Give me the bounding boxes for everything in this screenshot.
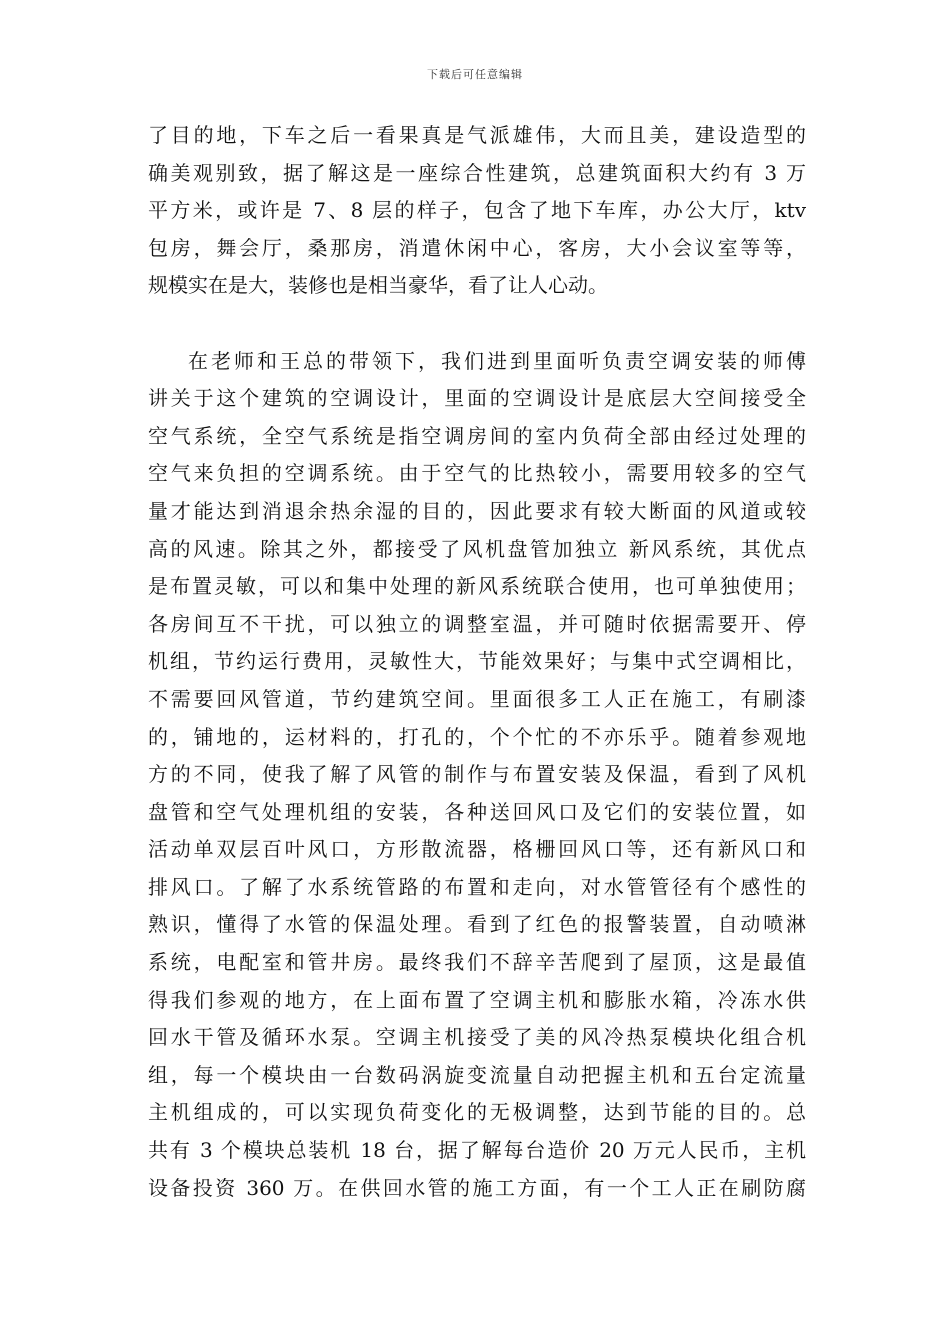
text-line: 机组，节约运行费用，灵敏性大，节能效果好；与集中式空调相比， <box>148 649 806 674</box>
text-line: 回水干管及循环水泵。空调主机接受了美的风冷热泵模块化组合机 <box>148 1025 806 1050</box>
page-header: 下载后可任意编辑 <box>427 68 523 81</box>
text-line: 平方米，或许是 7、8 层的样子，包含了地下车库，办公大厅，ktv <box>148 198 806 223</box>
text-line: 讲关于这个建筑的空调设计，里面的空调设计是底层大空间接受全 <box>148 386 806 411</box>
text-line: 活动单双层百叶风口，方形散流器，格栅回风口等，还有新风口和 <box>148 837 806 862</box>
text-line: 了目的地，下车之后一看果真是气派雄伟，大而且美，建设造型的 <box>148 123 806 147</box>
document-body <box>148 117 806 1207</box>
text-line: 在老师和王总的带领下，我们进到里面听负责空调安装的师傅 <box>188 348 806 373</box>
text-line: 的，铺地的，运材料的，打孔的，个个忙的不亦乐乎。随着参观地 <box>148 724 806 749</box>
text-line: 组，每一个模块由一台数码涡旋变流量自动把握主机和五台定流量 <box>148 1062 806 1087</box>
text-line: 空气来负担的空调系统。由于空气的比热较小，需要用较多的空气 <box>148 461 806 486</box>
text-line: 排风口。了解了水系统管路的布置和走向，对水管管径有个感性的 <box>148 874 806 899</box>
text-line: 主机组成的，可以实现负荷变化的无极调整，达到节能的目的。总 <box>148 1100 806 1125</box>
text-line: 设备投资 360 万。在供回水管的施工方面，有一个工人正在刷防腐 <box>148 1175 806 1200</box>
text-line: 盘管和空气处理机组的安装，各种送回风口及它们的安装位置，如 <box>148 799 806 824</box>
text-line: 空气系统，全空气系统是指空调房间的室内负荷全部由经过处理的 <box>148 423 806 448</box>
text-line: 得我们参观的地方，在上面布置了空调主机和膨胀水箱，冷冻水供 <box>148 987 806 1012</box>
text-line: 是布置灵敏，可以和集中处理的新风系统联合使用，也可单独使用； <box>148 574 806 599</box>
text-line: 各房间互不干扰，可以独立的调整室温，并可随时依据需要开、停 <box>148 611 806 636</box>
paragraph-gap <box>148 305 806 343</box>
text-line: 熟识，懂得了水管的保温处理。看到了红色的报警装置，自动喷淋 <box>148 912 806 937</box>
text-line: 不需要回风管道，节约建筑空间。里面很多工人正在施工，有刷漆 <box>148 686 806 711</box>
text-line: 包房，舞会厅，桑那房，消遣休闲中心，客房，大小会议室等等， <box>148 235 806 260</box>
text-line: 系统，电配室和管井房。最终我们不辞辛苦爬到了屋顶，这是最值 <box>148 950 806 975</box>
text-line: 高的风速。除其之外，都接受了风机盘管加独立 新风系统，其优点 <box>148 536 806 561</box>
text-line: 规模实在是大，装修也是相当豪华，看了让人心动。 <box>148 273 608 298</box>
text-line: 确美观别致，据了解这是一座综合性建筑，总建筑面积大约有 3 万 <box>148 160 806 185</box>
text-line: 方的不同，使我了解了风管的制作与布置安装及保温，看到了风机 <box>148 762 806 787</box>
text-line: 量才能达到消退余热余湿的目的，因此要求有较大断面的风道或较 <box>148 498 806 523</box>
text-line: 共有 3 个模块总装机 18 台，据了解每台造价 20 万元人民币，主机 <box>148 1138 806 1163</box>
